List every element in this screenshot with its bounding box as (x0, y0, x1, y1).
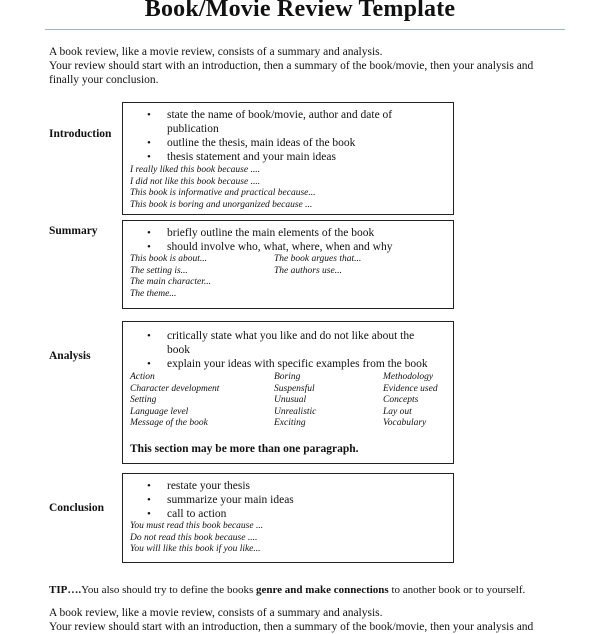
example-phrase: The setting is... (130, 265, 188, 276)
example-column (383, 372, 438, 430)
tip-text: You also should try to define the books (81, 584, 256, 596)
bullet-text: publication (167, 123, 219, 135)
example-phrase: The book argues that... (274, 254, 362, 264)
bullet-item: • explain your ideas with specific examples from the book (123, 357, 453, 371)
example-phrases (123, 521, 453, 556)
example-phrase: Vocabulary (383, 418, 427, 428)
example-column (130, 372, 274, 430)
section-box-analysis (122, 321, 454, 464)
outro-line: A book review, like a movie review, consists of a summary and analysis. (49, 607, 383, 619)
example-phrase: Suspensful (274, 383, 315, 394)
bullet-item: • restate your thesis (123, 479, 453, 493)
section-box-conclusion (122, 473, 454, 563)
outro-line: Your review should start with an introduction, then a summary of the book/movie, then your analysis and (49, 621, 534, 633)
bullet-item: • outline the thesis, main ideas of the book (123, 136, 453, 150)
example-phrase: I really liked this book because .... (130, 165, 260, 175)
bullet-item: • thesis statement and your main ideas (123, 150, 453, 164)
section-label-analysis: Analysis (49, 350, 91, 362)
intro-line: finally your conclusion. (49, 74, 159, 86)
example-phrase: You must read this book because ... (130, 521, 264, 531)
bullet-item: • state the name of book/movie, author and date of (123, 108, 453, 122)
intro-line: Your review should start with an introduction, then a summary of the book/movie, then your analysis and (49, 60, 534, 72)
example-column (274, 254, 361, 300)
section-label-introduction: Introduction (49, 128, 112, 140)
bullet-list (123, 329, 453, 371)
bullet-list (123, 479, 453, 521)
tip-paragraph (49, 584, 589, 596)
example-phrase: I did not like this book because .... (130, 176, 261, 187)
example-phrase: This book is informative and practical because... (130, 188, 316, 198)
example-phrase: Do not read this book because .... (130, 532, 258, 543)
example-phrase: You will like this book if you like... (130, 544, 261, 554)
example-phrase: Unusual (274, 395, 307, 405)
example-phrase: Boring (274, 372, 301, 382)
example-phrase: Concepts (383, 395, 419, 405)
bullet-item: • summarize your main ideas (123, 493, 453, 507)
bullet-item: • call to action (123, 507, 453, 521)
intro-paragraph (49, 45, 569, 87)
intro-line: A book review, like a movie review, consists of a summary and analysis. (49, 46, 383, 58)
section-box-introduction (122, 102, 454, 215)
example-phrase: Exciting (274, 418, 306, 428)
example-phrase: Language level (130, 406, 189, 417)
bullet-continuation (123, 122, 453, 136)
example-column (274, 372, 383, 430)
section-label-summary: Summary (49, 225, 98, 237)
bullet-item: • briefly outline the main elements of the book (123, 226, 453, 240)
example-phrase: Lay out (383, 406, 412, 417)
example-columns (123, 372, 453, 430)
example-phrase: Message of the book (130, 418, 208, 428)
bullet-list (123, 108, 453, 164)
title-divider (45, 29, 565, 30)
section-label-conclusion: Conclusion (49, 502, 104, 514)
bullet-list (123, 226, 453, 254)
example-columns (123, 254, 453, 300)
example-phrase: Methodology (383, 372, 434, 382)
tip-lead: TIP…. (49, 584, 82, 596)
bullet-item: • should involve who, what, where, when and why (123, 240, 453, 254)
example-phrase: This book is boring and unorganized because ... (130, 199, 313, 210)
tip-text: to another book or to yourself. (388, 584, 526, 596)
section-box-summary (122, 220, 454, 309)
example-phrase: The authors use... (274, 265, 342, 276)
tip-emphasis: genre and make connections (255, 584, 389, 596)
example-phrase: Evidence used (383, 383, 438, 394)
example-phrase: Setting (130, 395, 157, 405)
bullet-continuation (123, 343, 453, 357)
example-phrase: The main character... (130, 277, 212, 287)
example-phrase: Unrealistic (274, 406, 317, 417)
example-column (130, 254, 274, 300)
example-phrase: Action (130, 372, 155, 382)
analysis-note: This section may be more than one paragraph. (130, 442, 359, 455)
example-phrase: This book is about... (130, 254, 208, 264)
bullet-text: book (167, 344, 190, 356)
example-phrase: The theme... (130, 288, 177, 299)
bullet-item: • critically state what you like and do not like about the (123, 329, 453, 343)
example-phrase: Character development (130, 383, 220, 394)
page-title: Book/Movie Review Template (144, 0, 456, 22)
example-phrases (123, 165, 453, 211)
